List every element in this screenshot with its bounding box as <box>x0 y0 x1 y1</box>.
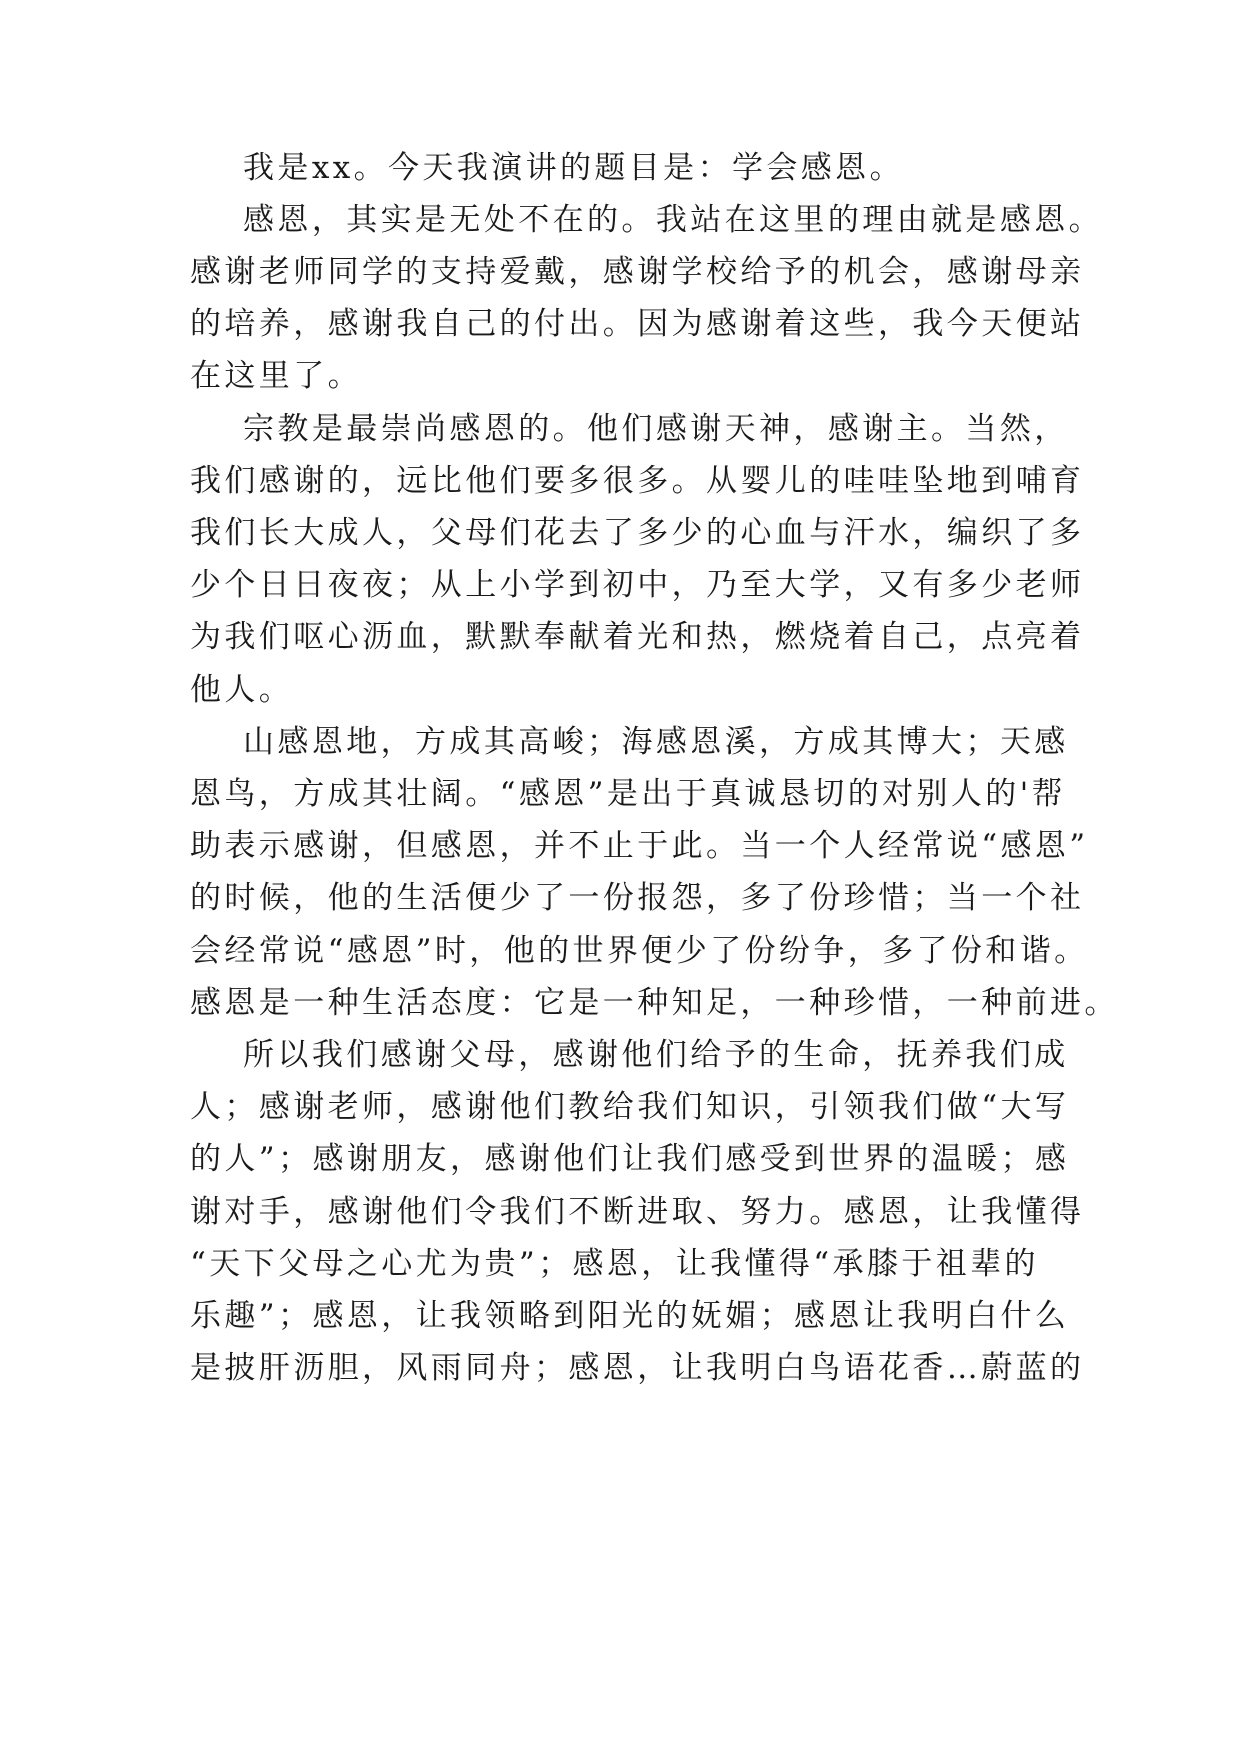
text-line: 乐趣”；感恩，让我领略到阳光的妩媚；感恩让我明白什么 <box>190 1298 1070 1334</box>
text-line: 在这里了。 <box>190 358 362 394</box>
text-line: 他人。 <box>190 672 294 708</box>
text-line: 感恩，其实是无处不在的。我站在这里的理由就是感恩。 <box>190 202 1104 238</box>
text-line: 宗教是最崇尚感恩的。他们感谢天神，感谢主。当然， <box>190 411 1069 447</box>
text-line: 谢对手，感谢他们令我们不断进取、努力。感恩，让我懂得 <box>190 1194 1085 1230</box>
text-line: 所以我们感谢父母，感谢他们给予的生命，抚养我们成 <box>190 1037 1069 1073</box>
text-line: 我们感谢的，远比他们要多很多。从婴儿的哇哇坠地到哺育 <box>190 463 1085 499</box>
text-line: 感谢老师同学的支持爱戴，感谢学校给予的机会，感谢母亲 <box>190 254 1085 290</box>
text-line: 感恩是一种生活态度：它是一种知足，一种珍惜，一种前进。 <box>190 985 1119 1021</box>
text-line: 助表示感谢，但感恩，并不止于此。当一个人经常说“感恩” <box>190 828 1089 864</box>
text-line: 的培养，感谢我自己的付出。因为感谢着这些，我今天便站 <box>190 306 1085 342</box>
text-line: 我们长大成人，父母们花去了多少的心血与汗水，编织了多 <box>190 515 1085 551</box>
text-line: 的时候，他的生活便少了一份报怨，多了份珍惜；当一个社 <box>190 880 1085 916</box>
text-line: 的人”；感谢朋友，感谢他们让我们感受到世界的温暖；感 <box>190 1141 1070 1177</box>
text-line: 少个日日夜夜；从上小学到初中，乃至大学，又有多少老师 <box>190 567 1085 603</box>
text-line: 我是xx。今天我演讲的题目是：学会感恩。 <box>190 150 904 186</box>
text-line: 会经常说“感恩”时，他的世界便少了份纷争，多了份和谐。 <box>190 933 1089 969</box>
text-line: “天下父母之心尤为贵”；感恩，让我懂得“承膝于祖辈的 <box>190 1246 1039 1282</box>
text-line: 为我们呕心沥血，默默奉献着光和热，燃烧着自己，点亮着 <box>190 619 1085 655</box>
text-line: 人；感谢老师，感谢他们教给我们知识，引领我们做“大写 <box>190 1089 1070 1125</box>
text-line: 是披肝沥胆，风雨同舟；感恩，让我明白鸟语花香…蔚蓝的 <box>190 1350 1085 1386</box>
text-line: 恩鸟，方成其壮阔。“感恩”是出于真诚恳切的对别人的'帮 <box>190 776 1067 812</box>
text-line: 山感恩地，方成其高峻；海感恩溪，方成其博大；天感 <box>190 724 1069 760</box>
